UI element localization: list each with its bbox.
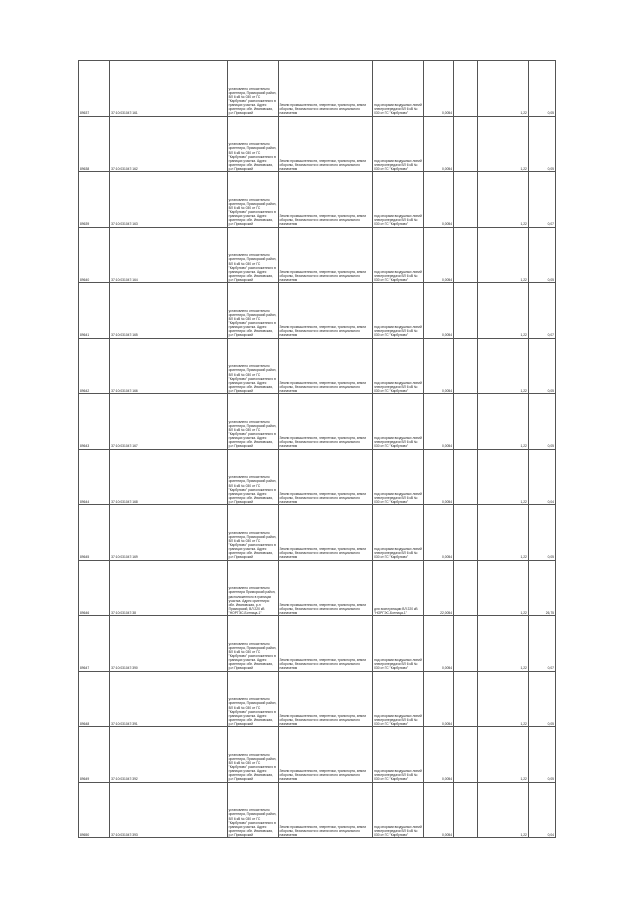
land-category: Земли промышленности, энергетики, транспорта, земли обороны, безопасности и земли иного специального назначения <box>278 671 373 727</box>
location-description: установлено относительно ориентира, Приморский район, ВЛ 6 кВ № 030 от ГС "Карбуново" расположенного в границах участка. Адрес ориентира: обл. Ивановская, р-н Приморский <box>227 449 278 505</box>
cadastral-number: 37:10:031047:167 <box>110 394 227 450</box>
row-id: 89638 <box>79 116 110 172</box>
cadastral-number: 37:10:031047:393 <box>110 782 227 838</box>
land-category: Земли промышленности, энергетики, транспорта, земли обороны, безопасности и земли иного специального назначения <box>278 449 373 505</box>
rate-value: 1,22 <box>477 394 528 450</box>
land-category: Земли промышленности, энергетики, транспорта, земли обороны, безопасности и земли иного специального назначения <box>278 727 373 783</box>
rate-value: 1,22 <box>477 616 528 672</box>
rate-value: 1,22 <box>477 782 528 838</box>
plot-area: 0,0054 <box>423 394 453 450</box>
location-description: установлено относительно ориентира, Приморский район, ВЛ 6 кВ № 030 от ГС "Карбуново" расположенного в границах участка. Адрес ориентира: обл. Ивановская, р-н Приморский <box>227 782 278 838</box>
land-plots-table <box>78 60 556 838</box>
cadastral-number: 37:10:031047:165 <box>110 283 227 339</box>
permitted-use: под опорами воздушных линий электропередачи ВЛ 6 кВ № 030 от ГС "Карбуново" <box>373 172 424 228</box>
cadastral-number: 37:10:031047:169 <box>110 505 227 561</box>
cadastral-cost: 0,07 <box>528 172 555 228</box>
land-category: Земли промышленности, энергетики, транспорта, земли обороны, безопасности и земли иного специального назначения <box>278 394 373 450</box>
cadastral-cost: 0,05 <box>528 727 555 783</box>
cadastral-number: 37:10:031047:390 <box>110 616 227 672</box>
land-category: Земли промышленности, энергетики, транспорта, земли обороны, безопасности и земли иного специального назначения <box>278 338 373 394</box>
plot-area: 22,0054 <box>423 560 453 616</box>
empty-cell <box>454 671 478 727</box>
table-row <box>79 449 556 505</box>
permitted-use: под опорами воздушных линий электропередачи ВЛ 6 кВ № 030 от ГС "Карбуново" <box>373 782 424 838</box>
row-id: 89640 <box>79 227 110 283</box>
cadastral-cost: 0,04 <box>528 449 555 505</box>
cadastral-cost: 0,05 <box>528 505 555 561</box>
location-description: установлено относительно ориентира, Приморский район, ВЛ 6 кВ № 030 от ГС "Карбуново" расположенного в границах участка. Адрес ориентира: обл. Ивановская, р-н Приморский <box>227 227 278 283</box>
rate-value: 1,22 <box>477 283 528 339</box>
cadastral-number: 37:10:031047:161 <box>110 61 227 117</box>
land-category: Земли промышленности, энергетики, транспорта, земли обороны, безопасности и земли иного специального назначения <box>278 283 373 339</box>
cadastral-number: 37:10:031047:168 <box>110 449 227 505</box>
row-id: 89639 <box>79 172 110 228</box>
plot-area: 0,0054 <box>423 505 453 561</box>
location-description: установлено относительно ориентира, Приморский район, ВЛ 6 кВ № 030 от ГС "Карбуново" расположенного в границах участка. Адрес ориентира: обл. Ивановская, р-н Приморский <box>227 338 278 394</box>
row-id: 89648 <box>79 671 110 727</box>
row-id: 89637 <box>79 61 110 117</box>
plot-area: 0,0054 <box>423 338 453 394</box>
table-body <box>79 61 556 838</box>
cadastral-number: 37:10:031047:166 <box>110 338 227 394</box>
row-id: 89642 <box>79 338 110 394</box>
cadastral-cost: 0,07 <box>528 283 555 339</box>
location-description: установлено относительно ориентира, Приморский район, ВЛ 6 кВ № 030 от ГС "Карбуново" расположенного в границах участка. Адрес ориентира: обл. Ивановская, р-н Приморский <box>227 172 278 228</box>
plot-area: 0,0054 <box>423 671 453 727</box>
permitted-use: под опорами воздушных линий электропередачи ВЛ 6 кВ № 030 от ГС "Карбуново" <box>373 394 424 450</box>
cadastral-number: 37:10:031047:38 <box>110 560 227 616</box>
location-description: установлено относительно ориентира, Приморский район, ВЛ 6 кВ № 030 от ГС "Карбуново" расположенного в границах участка. Адрес ориентира: обл. Ивановская, р-н Приморский <box>227 61 278 117</box>
location-description: установлено относительно ориентира, Приморский район, ВЛ 6 кВ № 030 от ГС "Карбуново" расположенного в границах участка. Адрес ориентира: обл. Ивановская, р-н Приморский <box>227 394 278 450</box>
rate-value: 1,22 <box>477 338 528 394</box>
row-id: 89649 <box>79 727 110 783</box>
cadastral-number: 37:10:031047:162 <box>110 116 227 172</box>
cadastral-cost: 0,05 <box>528 671 555 727</box>
table-row <box>79 227 556 283</box>
location-description: установлено относительно ориентира, Приморский район, ВЛ 6 кВ № 030 от ГС "Карбуново" расположенного в границах участка. Адрес ориентира: обл. Ивановская, р-н Приморский <box>227 116 278 172</box>
cadastral-cost: 26,75 <box>528 560 555 616</box>
cadastral-cost: 0,04 <box>528 782 555 838</box>
plot-area: 0,0054 <box>423 61 453 117</box>
cadastral-cost: 0,05 <box>528 227 555 283</box>
permitted-use: под опорами воздушных линий электропередачи ВЛ 6 кВ № 030 от ГС "Карбуново" <box>373 116 424 172</box>
permitted-use: под опорами воздушных линий электропередачи ВЛ 6 кВ № 030 от ГС "Карбуново" <box>373 449 424 505</box>
row-id: 89641 <box>79 283 110 339</box>
location-description: установлено относительно ориентира, Приморский район, ВЛ 6 кВ № 030 от ГС "Карбуново" расположенного в границах участка. Адрес ориентира: обл. Ивановская, р-н Приморский <box>227 671 278 727</box>
permitted-use: под опорами воздушных линий электропередачи ВЛ 6 кВ № 030 от ГС "Карбуново" <box>373 505 424 561</box>
empty-cell <box>454 560 478 616</box>
permitted-use: под опорами воздушных линий электропередачи ВЛ 6 кВ № 030 от ГС "Карбуново" <box>373 671 424 727</box>
permitted-use: под опорами воздушных линий электропередачи ВЛ 6 кВ № 030 от ГС "Карбуново" <box>373 227 424 283</box>
empty-cell <box>454 172 478 228</box>
plot-area: 0,0054 <box>423 283 453 339</box>
permitted-use: под опорами воздушных линий электропередачи ВЛ 6 кВ № 030 от ГС "Карбуново" <box>373 61 424 117</box>
row-id: 89647 <box>79 616 110 672</box>
rate-value: 1,22 <box>477 671 528 727</box>
land-category: Земли промышленности, энергетики, транспорта, земли обороны, безопасности и земли иного специального назначения <box>278 782 373 838</box>
land-category: Земли промышленности, энергетики, транспорта, земли обороны, безопасности и земли иного специального назначения <box>278 116 373 172</box>
row-id: 89645 <box>79 505 110 561</box>
cadastral-cost: 0,07 <box>528 616 555 672</box>
table-row <box>79 116 556 172</box>
empty-cell <box>454 394 478 450</box>
plot-area: 0,0054 <box>423 116 453 172</box>
row-id: 89646 <box>79 560 110 616</box>
rate-value: 1,22 <box>477 505 528 561</box>
location-description: установлено относительно ориентира, Приморский район, ВЛ 6 кВ № 030 от ГС "Карбуново" расположенного в границах участка. Адрес ориентира: обл. Ивановская, р-н Приморский <box>227 505 278 561</box>
land-category: Земли промышленности, энергетики, транспорта, земли обороны, безопасности и земли иного специального назначения <box>278 61 373 117</box>
permitted-use: под опорами воздушных линий электропередачи ВЛ 6 кВ № 030 от ГС "Карбуново" <box>373 338 424 394</box>
plot-area: 0,0054 <box>423 227 453 283</box>
plot-area: 0,0054 <box>423 727 453 783</box>
empty-cell <box>454 505 478 561</box>
plot-area: 0,0054 <box>423 782 453 838</box>
rate-value: 1,22 <box>477 61 528 117</box>
cadastral-cost: 0,05 <box>528 338 555 394</box>
table-row <box>79 394 556 450</box>
permitted-use: под опорами воздушных линий электропередачи ВЛ 6 кВ № 030 от ГС "Карбуново" <box>373 616 424 672</box>
land-category: Земли промышленности, энергетики, транспорта, земли обороны, безопасности и земли иного специального назначения <box>278 505 373 561</box>
empty-cell <box>454 449 478 505</box>
cadastral-cost: 0,05 <box>528 394 555 450</box>
plot-area: 0,0054 <box>423 616 453 672</box>
plot-area: 0,0054 <box>423 172 453 228</box>
table-row <box>79 560 556 616</box>
permitted-use: под опорами воздушных линий электропередачи ВЛ 6 кВ № 030 от ГС "Карбуново" <box>373 283 424 339</box>
permitted-use: под опорами воздушных линий электропередачи ВЛ 6 кВ № 030 от ГС "Карбуново" <box>373 727 424 783</box>
cadastral-number: 37:10:031047:163 <box>110 172 227 228</box>
cadastral-number: 37:10:031047:392 <box>110 727 227 783</box>
table-row <box>79 283 556 339</box>
land-category: Земли промышленности, энергетики, транспорта, земли обороны, безопасности и земли иного специального назначения <box>278 616 373 672</box>
cadastral-number: 37:10:031047:164 <box>110 227 227 283</box>
rate-value: 1,22 <box>477 116 528 172</box>
empty-cell <box>454 61 478 117</box>
location-description: установлено относительно ориентира Приморский район, расположенного в границах участка. Адрес ориентира: обл. Ивановская, р-н Приморский, ВЛ 220 кВ "НОРГЭС-Ботница-1" <box>227 560 278 616</box>
rate-value: 1,22 <box>477 449 528 505</box>
location-description: установлено относительно ориентира, Приморский район, ВЛ 6 кВ № 030 от ГС "Карбуново" расположенного в границах участка. Адрес ориентира: обл. Ивановская, р-н Приморский <box>227 727 278 783</box>
rate-value: 1,22 <box>477 560 528 616</box>
table-row <box>79 616 556 672</box>
empty-cell <box>454 227 478 283</box>
row-id: 89644 <box>79 449 110 505</box>
land-category: Земли промышленности, энергетики, транспорта, земли обороны, безопасности и земли иного специального назначения <box>278 227 373 283</box>
plot-area: 0,0054 <box>423 449 453 505</box>
table-row <box>79 671 556 727</box>
empty-cell <box>454 338 478 394</box>
table-row <box>79 61 556 117</box>
row-id: 89650 <box>79 782 110 838</box>
table-row <box>79 505 556 561</box>
location-description: установлено относительно ориентира, Приморский район, ВЛ 6 кВ № 030 от ГС "Карбуново" расположенного в границах участка. Адрес ориентира: обл. Ивановская, р-н Приморский <box>227 616 278 672</box>
rate-value: 1,22 <box>477 172 528 228</box>
rate-value: 1,22 <box>477 727 528 783</box>
land-category: Земли промышленности, энергетики, транспорта, земли обороны, безопасности и земли иного специального назначения <box>278 560 373 616</box>
cadastral-cost: 0,05 <box>528 116 555 172</box>
cadastral-number: 37:10:031047:391 <box>110 671 227 727</box>
permitted-use: для эксплуатации ВЛ 220 кВ "НОРГЭС-Ботница-1" <box>373 560 424 616</box>
empty-cell <box>454 727 478 783</box>
empty-cell <box>454 782 478 838</box>
empty-cell <box>454 283 478 339</box>
land-category: Земли промышленности, энергетики, транспорта, земли обороны, безопасности и земли иного специального назначения <box>278 172 373 228</box>
location-description: установлено относительно ориентира, Приморский район, ВЛ 6 кВ № 030 от ГС "Карбуново" расположенного в границах участка. Адрес ориентира: обл. Ивановская, р-н Приморский <box>227 283 278 339</box>
empty-cell <box>454 616 478 672</box>
table-row <box>79 782 556 838</box>
cadastral-cost: 0,05 <box>528 61 555 117</box>
table-row <box>79 727 556 783</box>
table-row <box>79 172 556 228</box>
table-row <box>79 338 556 394</box>
rate-value: 1,22 <box>477 227 528 283</box>
row-id: 89643 <box>79 394 110 450</box>
empty-cell <box>454 116 478 172</box>
